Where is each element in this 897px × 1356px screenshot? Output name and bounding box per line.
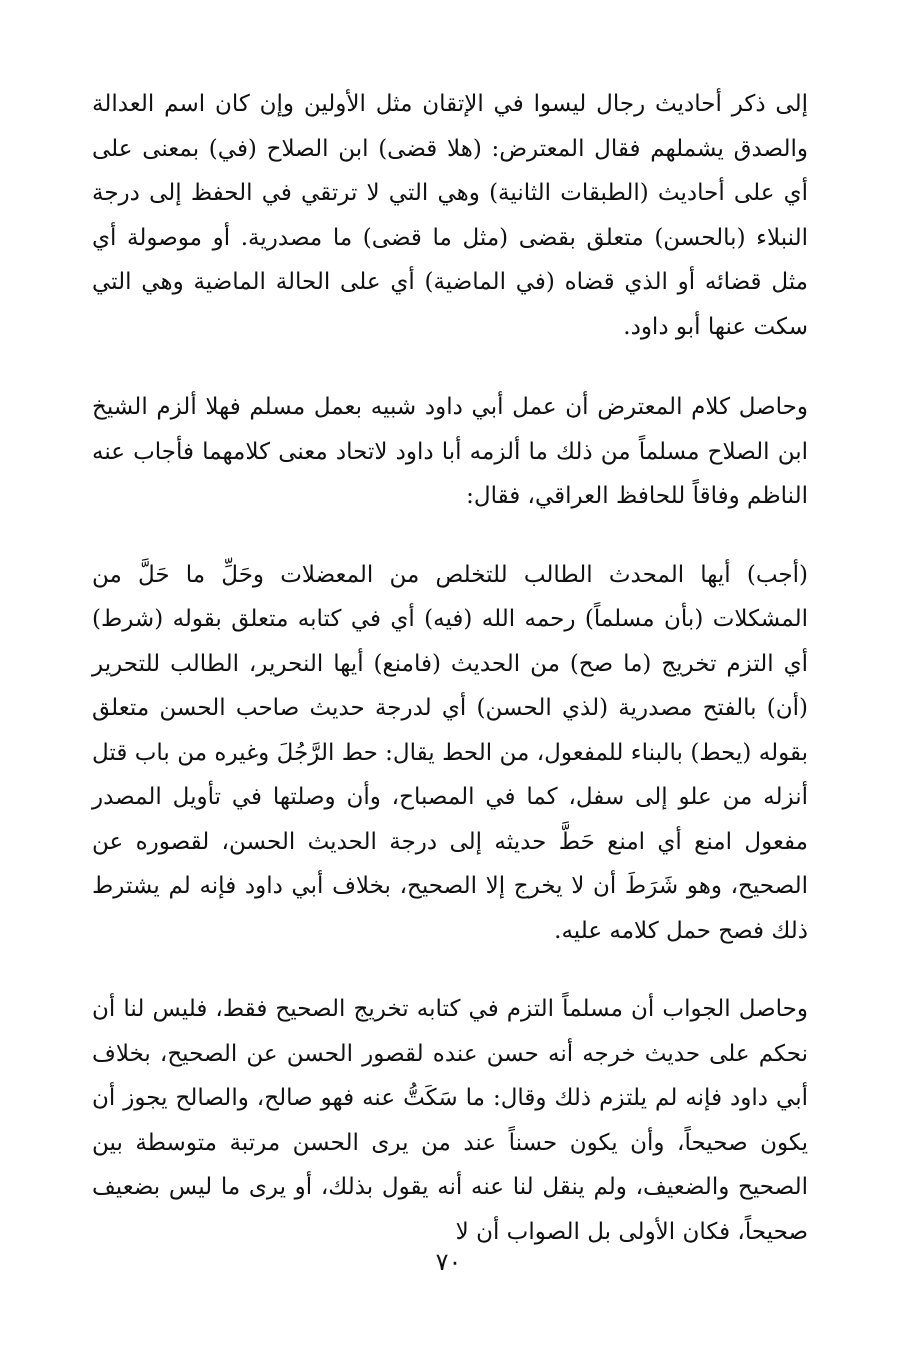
paragraph-3: (أجب) أيها المحدث الطالب للتخلص من المعضلات وحَلِّ ما حَلَّ من المشكلات (بأن مسلماً) رحمه الله (فيه) أي في كتابه متعلق بقوله (شرط) أي التزم تخريج (ما صح) من الحديث (فامنع) أيها النحرير، الطالب للتحرير (أن) بالفتح مصدرية (لذي الحسن) أي لدرجة حديث صاحب الحسن متعلق بقوله (يحط) بالبناء للمفعول، من الحط يقال: حط الرَّجُلَ وغيره من باب قتل أنزله من علو إلى سفل، كما في المصباح، وأن وصلتها في تأويل المصدر مفعول امنع أي امنع حَطَّ حديثه إلى درجة الحديث الحسن، لقصوره عن الصحيح، وهو شَرَطَ أن لا يخرج إلا الصحيح، بخلاف أبي داود فإنه لم يشترط ذلك فصح حمل كلامه عليه. bbox=[92, 561, 808, 944]
paragraph-2: وحاصل كلام المعترض أن عمل أبي داود شبيه بعمل مسلم فهلا ألزم الشيخ ابن الصلاح مسلماً من ذلك ما ألزمه أبا داود لاتحاد معنى كلامهما فأجاب عنه الناظم وفاقاً للحافظ العراقي، فقال: bbox=[92, 394, 808, 509]
paragraph-4: وحاصل الجواب أن مسلماً التزم في كتابه تخريج الصحيح فقط، فليس لنا أن نحكم على حديث خرجه أنه حسن عنده لقصور الحسن عن الصحيح، بخلاف أبي داود فإنه لم يلتزم ذلك وقال: ما سَكَتُّ عنه فهو صالح، والصالح يجوز أن يكون صحيحاً، وأن يكون حسناً عند من يرى الحسن مرتبة متوسطة بين الصحيح والضعيف، ولم ينقل لنا عنه أنه يقول بذلك، أو يرى ما ليس بضعيف صحيحاً، فكان الأولى بل الصواب أن لا bbox=[92, 996, 808, 1245]
page-number: ٧٠ bbox=[435, 1248, 462, 1276]
page-body bbox=[92, 82, 808, 1254]
paragraph-1: إلى ذكر أحاديث رجال ليسوا في الإتقان مثل الأولين وإن كان اسم العدالة والصدق يشملهم فقال المعترض: (هلا قضى) ابن الصلاح (في) بمعنى على أي على أحاديث (الطبقات الثانية) وهي التي لا ترتقي في الحفظ إلى درجة النبلاء (بالحسن) متعلق بقضى (مثل ما قضى) ما مصدرية. أو موصولة أي مثل قضائه أو الذي قضاه (في الماضية) أي على الحالة الماضية وهي التي سكت عنها أبو داود. bbox=[92, 91, 808, 340]
